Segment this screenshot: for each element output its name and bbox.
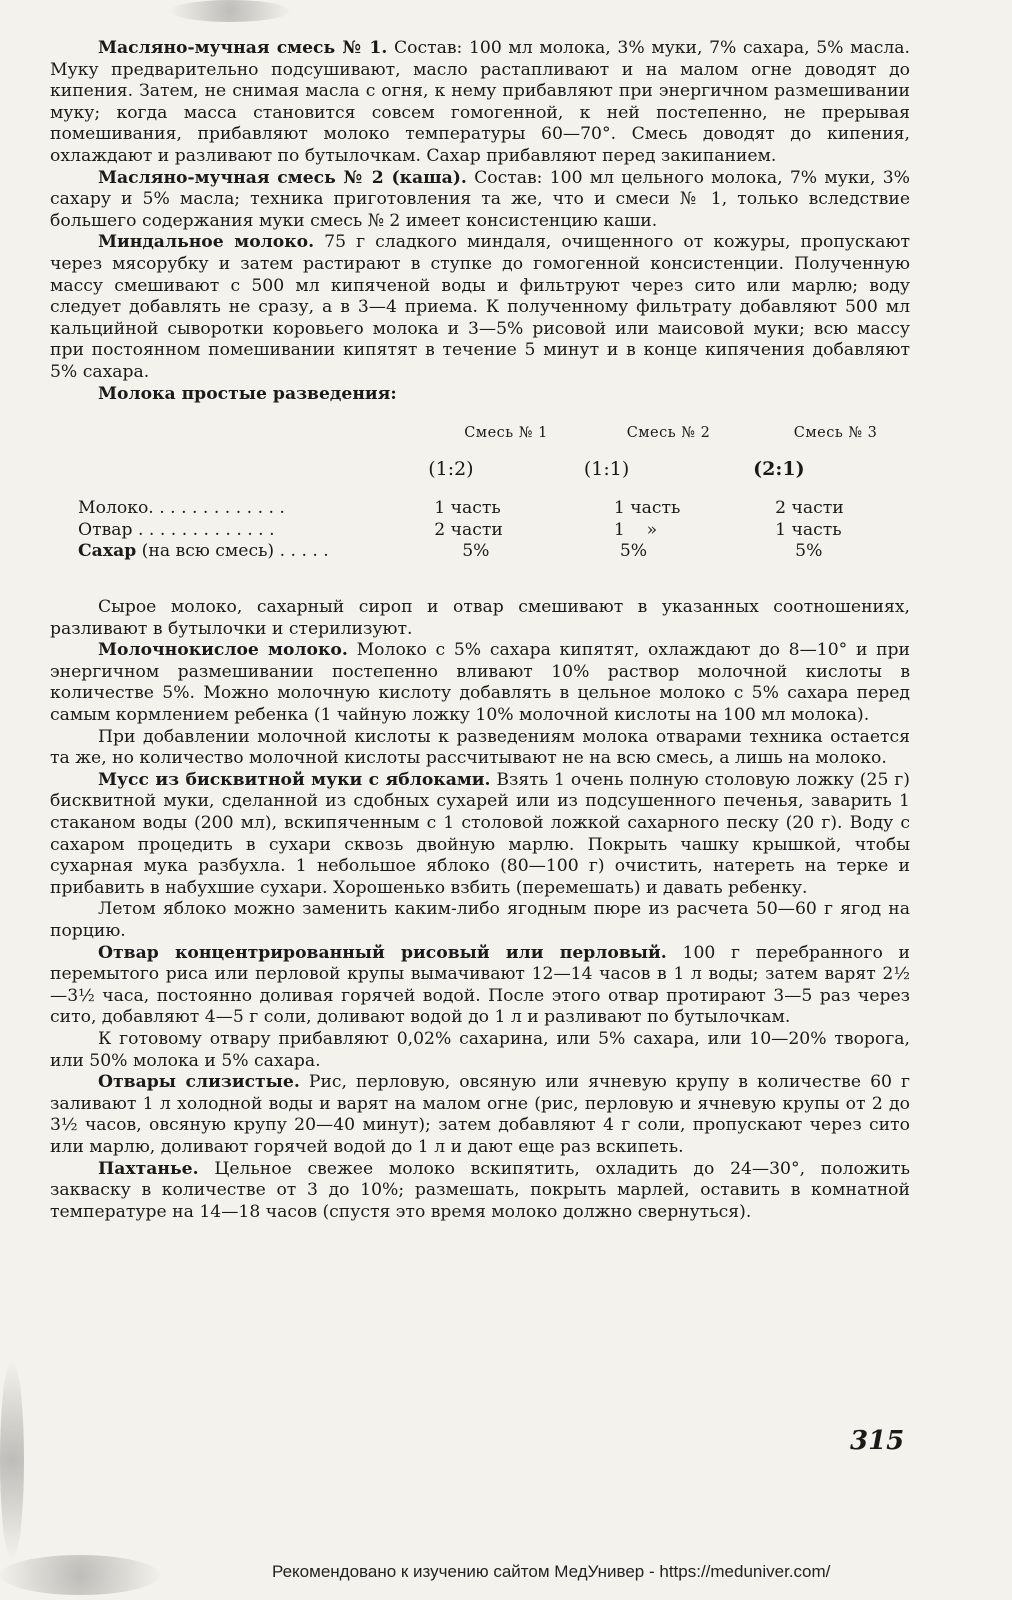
- paragraph: [50, 770, 910, 900]
- paragraph: [50, 899, 910, 942]
- paragraph-text: Цельное свежее молоко вскипятить, охладить до 24—30°, положить закваску в количестве от 3 до 10%; размешать, покрыть марлей, оставить в комнатной температуре на 14—18 часов (спустя это время молоко должно свернуться).: [50, 1158, 910, 1222]
- recipe-heading: Отвар концентрированный рисовый или перловый.: [98, 942, 667, 963]
- paragraph-text: 100 г перебранного и перемытого риса или перловой крупы вымачивают 12—14 часов в 1 л воды; затем варят 2½—3½ часа, постоянно доливая горячей водой. После этого отвар протирают 3—5 раз через сито, добавляют 4—5 г соли, доливают водой до 1 л и разливают по бутылочкам.: [50, 942, 910, 1028]
- footer-watermark: Рекомендовано к изучению сайтом МедУнивер - https://meduniver.com/: [272, 1562, 831, 1581]
- table-cell: 5%: [619, 541, 648, 562]
- paragraph: [50, 1029, 910, 1072]
- paragraph-text: Рис, перловую, овсяную или ячневую крупу в количестве 60 г заливают 1 л холодной воды и варят на малом огне (рис, перловую и ячневую крупы от 2 до 3½ часов, овсяную крупу 20—40 минут); затем добавляют 4 г соли, пропускают через сито или марлю, доливают горячей водой до 1 л и дают еще раз вскипеть.: [50, 1072, 910, 1157]
- recipe-heading: Молока простые разведения:: [98, 383, 397, 404]
- table-cell: 1 »: [613, 519, 658, 540]
- column-header: Смесь № 3: [793, 425, 878, 442]
- milk-dilution-table: [78, 423, 918, 563]
- table-row: [78, 520, 918, 542]
- paragraph: [50, 384, 910, 406]
- recipe-section-bottom: [50, 597, 910, 1223]
- ratio-cell: (1:2): [428, 457, 474, 480]
- table-cell: 5%: [795, 541, 823, 562]
- page-number: 315: [850, 1426, 905, 1456]
- paragraph: [50, 1072, 910, 1158]
- paragraph: [50, 232, 910, 383]
- paragraph-text: К готовому отвару прибавляют 0,02% сахарина, или 5% сахара, или 10—20% творога, или 50% молока и 5% сахара.: [50, 1028, 910, 1071]
- row-label: Сахар (на всю смесь) . . . . .: [78, 541, 329, 562]
- recipe-heading: Молочнокислое молоко.: [98, 640, 348, 661]
- table-cell: 2 части: [434, 519, 503, 540]
- paragraph: [50, 38, 910, 168]
- paragraph-text: Летом яблоко можно заменить каким-либо ягодным пюре из расчета 50—60 г ягод на порцию.: [50, 899, 910, 941]
- paragraph-text: Состав: 100 мл молока, 3% муки, 7% сахара, 5% масла. Муку предварительно подсушивают, масло растапливают и на малом огне доводят до кипения. Затем, не снимая масла с огня, к нему прибавляют при энергичном размешивании муку; когда масса становится совсем гомогенной, к ней постепенно, не прерывая помешивания, прибавляют молоко температуры 60—70°. Смесь доводят до кипения, охлаждают и разливают по бутылочкам. Сахар прибавляют перед закипанием.: [50, 38, 910, 166]
- paragraph: [50, 597, 910, 640]
- table-cell: 1 часть: [613, 498, 681, 519]
- paragraph: [50, 640, 910, 726]
- paragraph-text: Молоко с 5% сахара кипятят, охлаждают до 8—10° и при энергичном размешивании постепенно вливают 10% раствор молочной кислоты в количестве 5%. Можно молочную кислоту добавлять в цельное молоко с 5% сахара перед самым кормлением ребенка (1 чайную ложку 10% молочной кислоты на 100 мл молока).: [50, 640, 910, 726]
- paragraph: [50, 727, 910, 770]
- table-header-row: [78, 423, 918, 459]
- recipe-heading: Пахтанье.: [98, 1158, 199, 1179]
- paragraph-text: При добавлении молочной кислоты к разведениям молока отварами техника остается та же, но количество молочной кислоты рассчитывают не на всю смесь, а лишь на молоко.: [50, 726, 910, 769]
- column-header: Смесь № 1: [464, 425, 548, 442]
- paragraph-text: Сырое молоко, сахарный сироп и отвар смешивают в указанных соотношениях, разливают в бутылочки и стерилизуют.: [50, 597, 910, 639]
- recipe-section-top: [50, 38, 910, 405]
- scan-smudge: [0, 1360, 24, 1560]
- recipe-heading: Масляно-мучная смесь № 2 (каша).: [98, 167, 467, 188]
- table-row: [78, 541, 918, 563]
- paragraph: [50, 1159, 910, 1224]
- row-label: Отвар . . . . . . . . . . . . .: [78, 519, 275, 540]
- scan-smudge: [170, 0, 290, 22]
- table-cell: 1 часть: [775, 519, 842, 540]
- recipe-heading: Отвары слизистые.: [98, 1072, 300, 1093]
- table-cell: 2 части: [775, 498, 844, 519]
- paragraph-text: Состав: 100 мл цельного молока, 7% муки, 3% сахару и 5% масла; техника приготовления та же, что и смеси № 1, только вследствие большего содержания муки смесь № 2 имеет консистенцию каши.: [50, 167, 910, 231]
- scan-smudge: [0, 1555, 160, 1595]
- recipe-heading: Мусс из бисквитной муки с яблоками.: [98, 769, 491, 790]
- table-cell: 5%: [462, 541, 490, 562]
- paragraph-text: Взять 1 очень полную столовую ложку (25 г) бисквитной муки, сделанной из сдобных сухарей или из подсушенного печенья, заварить 1 стаканом воды (200 мл), вскипяченным с 1 столовой ложкой сахарного песку (20 г). Воду с сахаром процедить в сухари сквозь двойную марлю. Покрыть чашку крышкой, чтобы сухарная мука разбухла. 1 небольшое яблоко (80—100 г) очистить, натереть на терке и прибавить в набухшие сухари. Хорошенько взбить (перемешать) и давать ребенку.: [50, 769, 910, 898]
- column-header: Смесь № 2: [626, 425, 711, 442]
- paragraph: [50, 168, 910, 233]
- ratio-cell: (1:1): [583, 457, 630, 480]
- ratio-cell: (2:1): [753, 457, 805, 480]
- table-ratio-row: [78, 459, 918, 499]
- recipe-heading: Миндальное молоко.: [98, 232, 315, 253]
- paragraph: [50, 943, 910, 1029]
- page-text: [50, 38, 910, 1223]
- paragraph-text: 75 г сладкого миндаля, очищенного от кожуры, пропускают через мясорубку и затем растирают в ступке до гомогенной консистенции. Полученную массу смешивают с 500 мл кипяченой воды и фильтруют через сито или марлю; воду следует добавлять не сразу, а в 3—4 приема. К полученному фильтрату добавляют 500 мл кальцийной сыворотки коровьего молока и 3—5% рисовой или маисовой муки; всю массу при постоянном помешивании кипятят в течение 5 минут и в конце кипячения добавляют 5% сахара.: [50, 232, 911, 382]
- recipe-heading: Масляно-мучная смесь № 1.: [98, 38, 388, 58]
- table-row: [78, 498, 918, 520]
- row-label: Молоко. . . . . . . . . . . . .: [78, 498, 285, 519]
- table-cell: 1 часть: [434, 498, 501, 519]
